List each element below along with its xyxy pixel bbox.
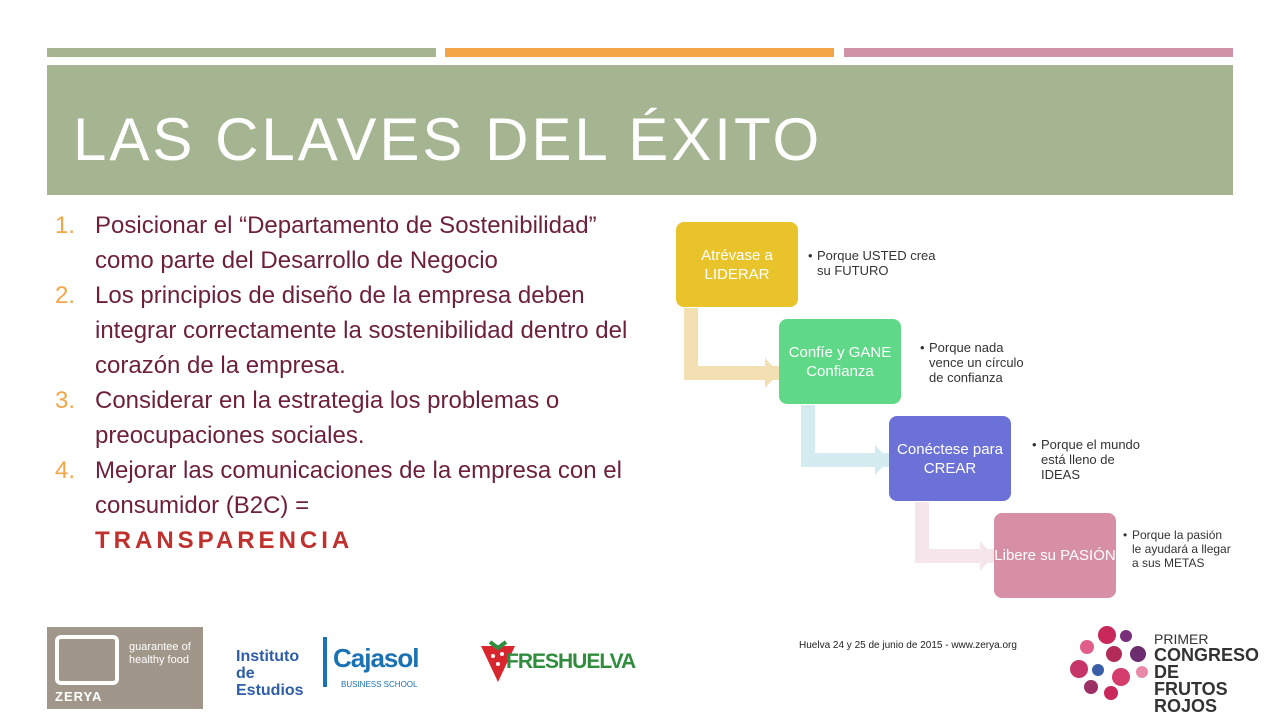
logo-separator [323,637,327,687]
list-number: 2. [55,282,76,309]
congreso-dots-icon [1068,626,1158,700]
step-note: • Porque nada vence un círculo de confianza [929,340,1037,385]
step-note: • Porque la pasión le ayudará a llegar a sus METAS [1132,528,1232,570]
list-item-text: Los principios de diseño de la empresa deben integrar correctamente la sostenibilidad dentro del corazón de la empresa. [95,282,628,379]
step-box-crear: Conéctese para CREAR [889,416,1011,501]
list-item-text: Considerar en la estrategia los problemas o preocupaciones sociales. [95,387,560,449]
list-item-text: Posicionar el “Departamento de Sostenibilidad” como parte del Desarrollo de Negocio [95,212,597,274]
connector-arrowhead [980,541,994,571]
zerya-name: ZERYA [55,689,103,704]
event-footer-note: Huelva 24 y 25 de junio de 2015 - www.zerya.org [799,640,1017,651]
zerya-logo [47,627,203,709]
zerya-mark-icon [55,635,119,685]
business-school-text: BUSINESS SCHOOL [341,680,418,689]
step-note: • Porque el mundo está lleno de IDEAS [1041,437,1146,482]
congreso-top: PRIMER [1154,631,1209,647]
step-box-pasion: Libere su PASIÓN [994,513,1116,598]
freshuelva-logo [478,640,636,684]
connector-arrowhead [875,445,889,475]
step-box-confianza: Confíe y GANE Confianza [779,319,901,404]
zerya-tagline: guarantee of healthy food [129,641,191,666]
slide-title: LAS CLAVES DEL ÉXITO [73,106,823,173]
congreso-bottom: CONGRESO DE FRUTOS ROJOS [1154,645,1260,716]
congreso-title [1154,631,1260,716]
list-number: 3. [55,387,76,414]
list-item-text: Mejorar las comunicaciones de la empresa con el consumidor (B2C) = [95,457,622,519]
instituto-logo-text: Instituto de Estudios [236,648,304,699]
transparency-emphasis: TRANSPARENCIA [95,527,354,554]
cajasol-logo-text: Cajasol [333,643,419,673]
step-box-liderar: Atrévase a LIDERAR [676,222,798,307]
connector-arrowhead [765,358,779,388]
list-number: 1. [55,212,76,239]
step-note: • Porque USTED crea su FUTURO [817,248,937,278]
list-number: 4. [55,457,76,484]
freshuelva-text: FRESHUELVA [506,650,636,673]
